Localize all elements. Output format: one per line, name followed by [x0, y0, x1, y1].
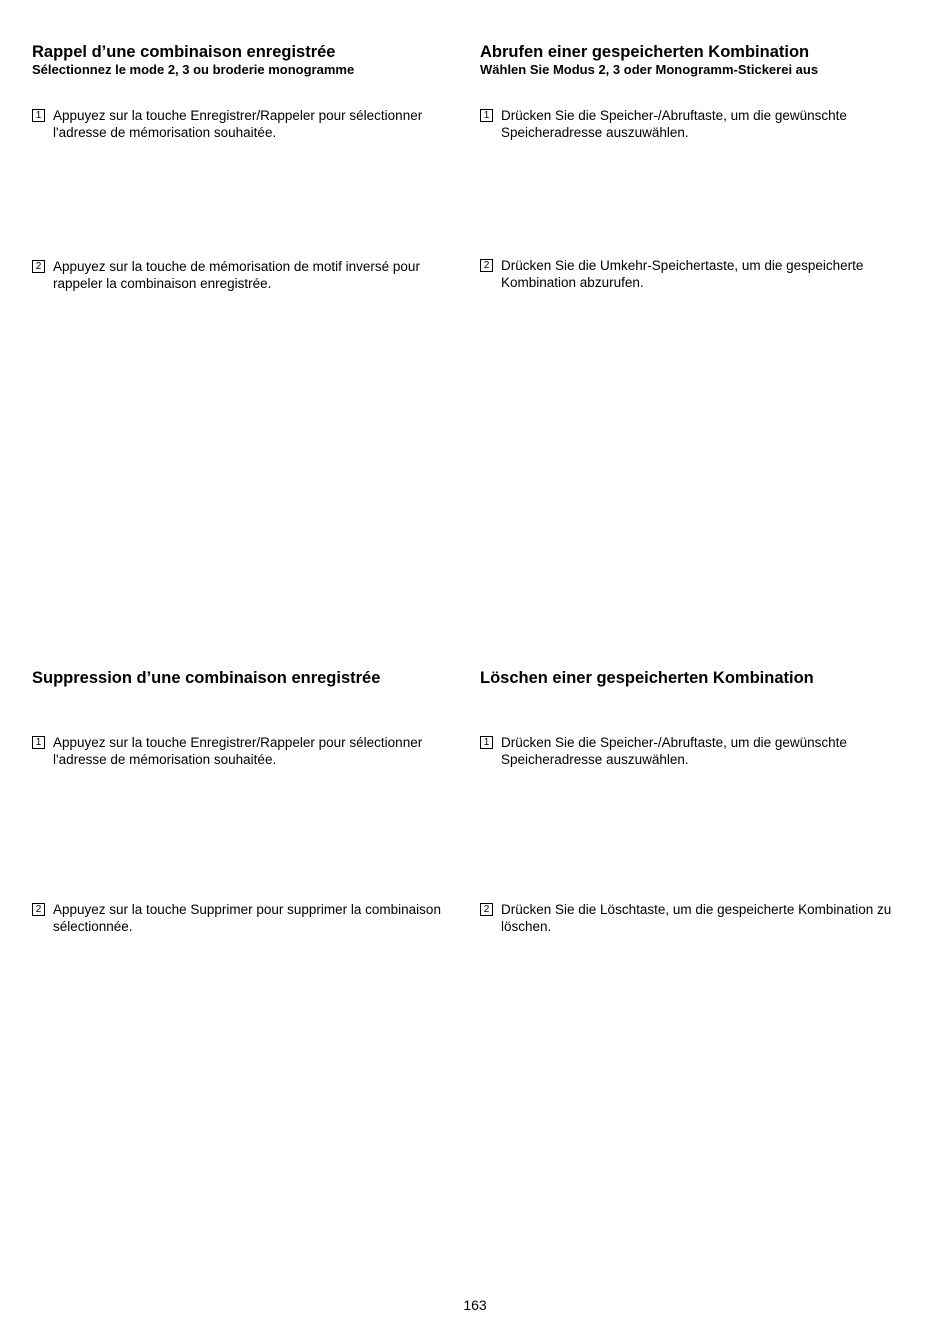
step-item [480, 901, 910, 935]
step-item [32, 107, 462, 141]
step-text: Drücken Sie die Speicher-/Abruftaste, um die gewünschte Speicheradresse auszuwählen. [501, 108, 847, 140]
step-text: Drücken Sie die Umkehr-Speichertaste, um die gespeicherte Kombination abzurufen. [501, 258, 864, 290]
step-item [480, 257, 910, 291]
step-number: 2 [480, 903, 493, 916]
step-text: Drücken Sie die Speicher-/Abruftaste, um die gewünschte Speicheradresse auszuwählen. [501, 735, 847, 767]
step-item [32, 258, 462, 292]
step-text: Appuyez sur la touche Enregistrer/Rappeler pour sélectionner l'adresse de mémorisation souhaitée. [53, 735, 423, 767]
section-delete-fr-heading [32, 669, 462, 688]
step-text: Appuyez sur la touche Enregistrer/Rappeler pour sélectionner l'adresse de mémorisation souhaitée. [53, 108, 423, 140]
step-item [32, 734, 462, 768]
section-title: Löschen einer gespeicherten Kombination [480, 669, 814, 687]
step-number: 1 [32, 736, 45, 749]
step-item [32, 901, 462, 935]
step-text: Appuyez sur la touche de mémorisation de motif inversé pour rappeler la combinaison enregistrée. [53, 259, 420, 291]
section-title: Rappel d’une combinaison enregistrée [32, 43, 336, 61]
section-title: Suppression d’une combinaison enregistrée [32, 669, 381, 687]
step-number: 1 [480, 736, 493, 749]
step-text: Drücken Sie die Löschtaste, um die gespeicherte Kombination zu löschen. [501, 902, 892, 934]
section-subtitle: Wählen Sie Modus 2, 3 oder Monogramm-Stickerei aus [480, 62, 819, 77]
page-number: 163 [463, 1297, 487, 1313]
section-delete-de-heading [480, 669, 910, 688]
step-number: 1 [32, 109, 45, 122]
step-number: 2 [32, 260, 45, 273]
step-number: 2 [480, 259, 493, 272]
step-number: 2 [32, 903, 45, 916]
section-title: Abrufen einer gespeicherten Kombination [480, 43, 810, 61]
section-recall-fr-heading [32, 43, 462, 78]
step-item [480, 107, 910, 141]
step-text: Appuyez sur la touche Supprimer pour supprimer la combinaison sélectionnée. [53, 902, 441, 934]
section-subtitle: Sélectionnez le mode 2, 3 ou broderie monogramme [32, 62, 355, 77]
step-number: 1 [480, 109, 493, 122]
section-recall-de-heading [480, 43, 910, 78]
step-item [480, 734, 910, 768]
